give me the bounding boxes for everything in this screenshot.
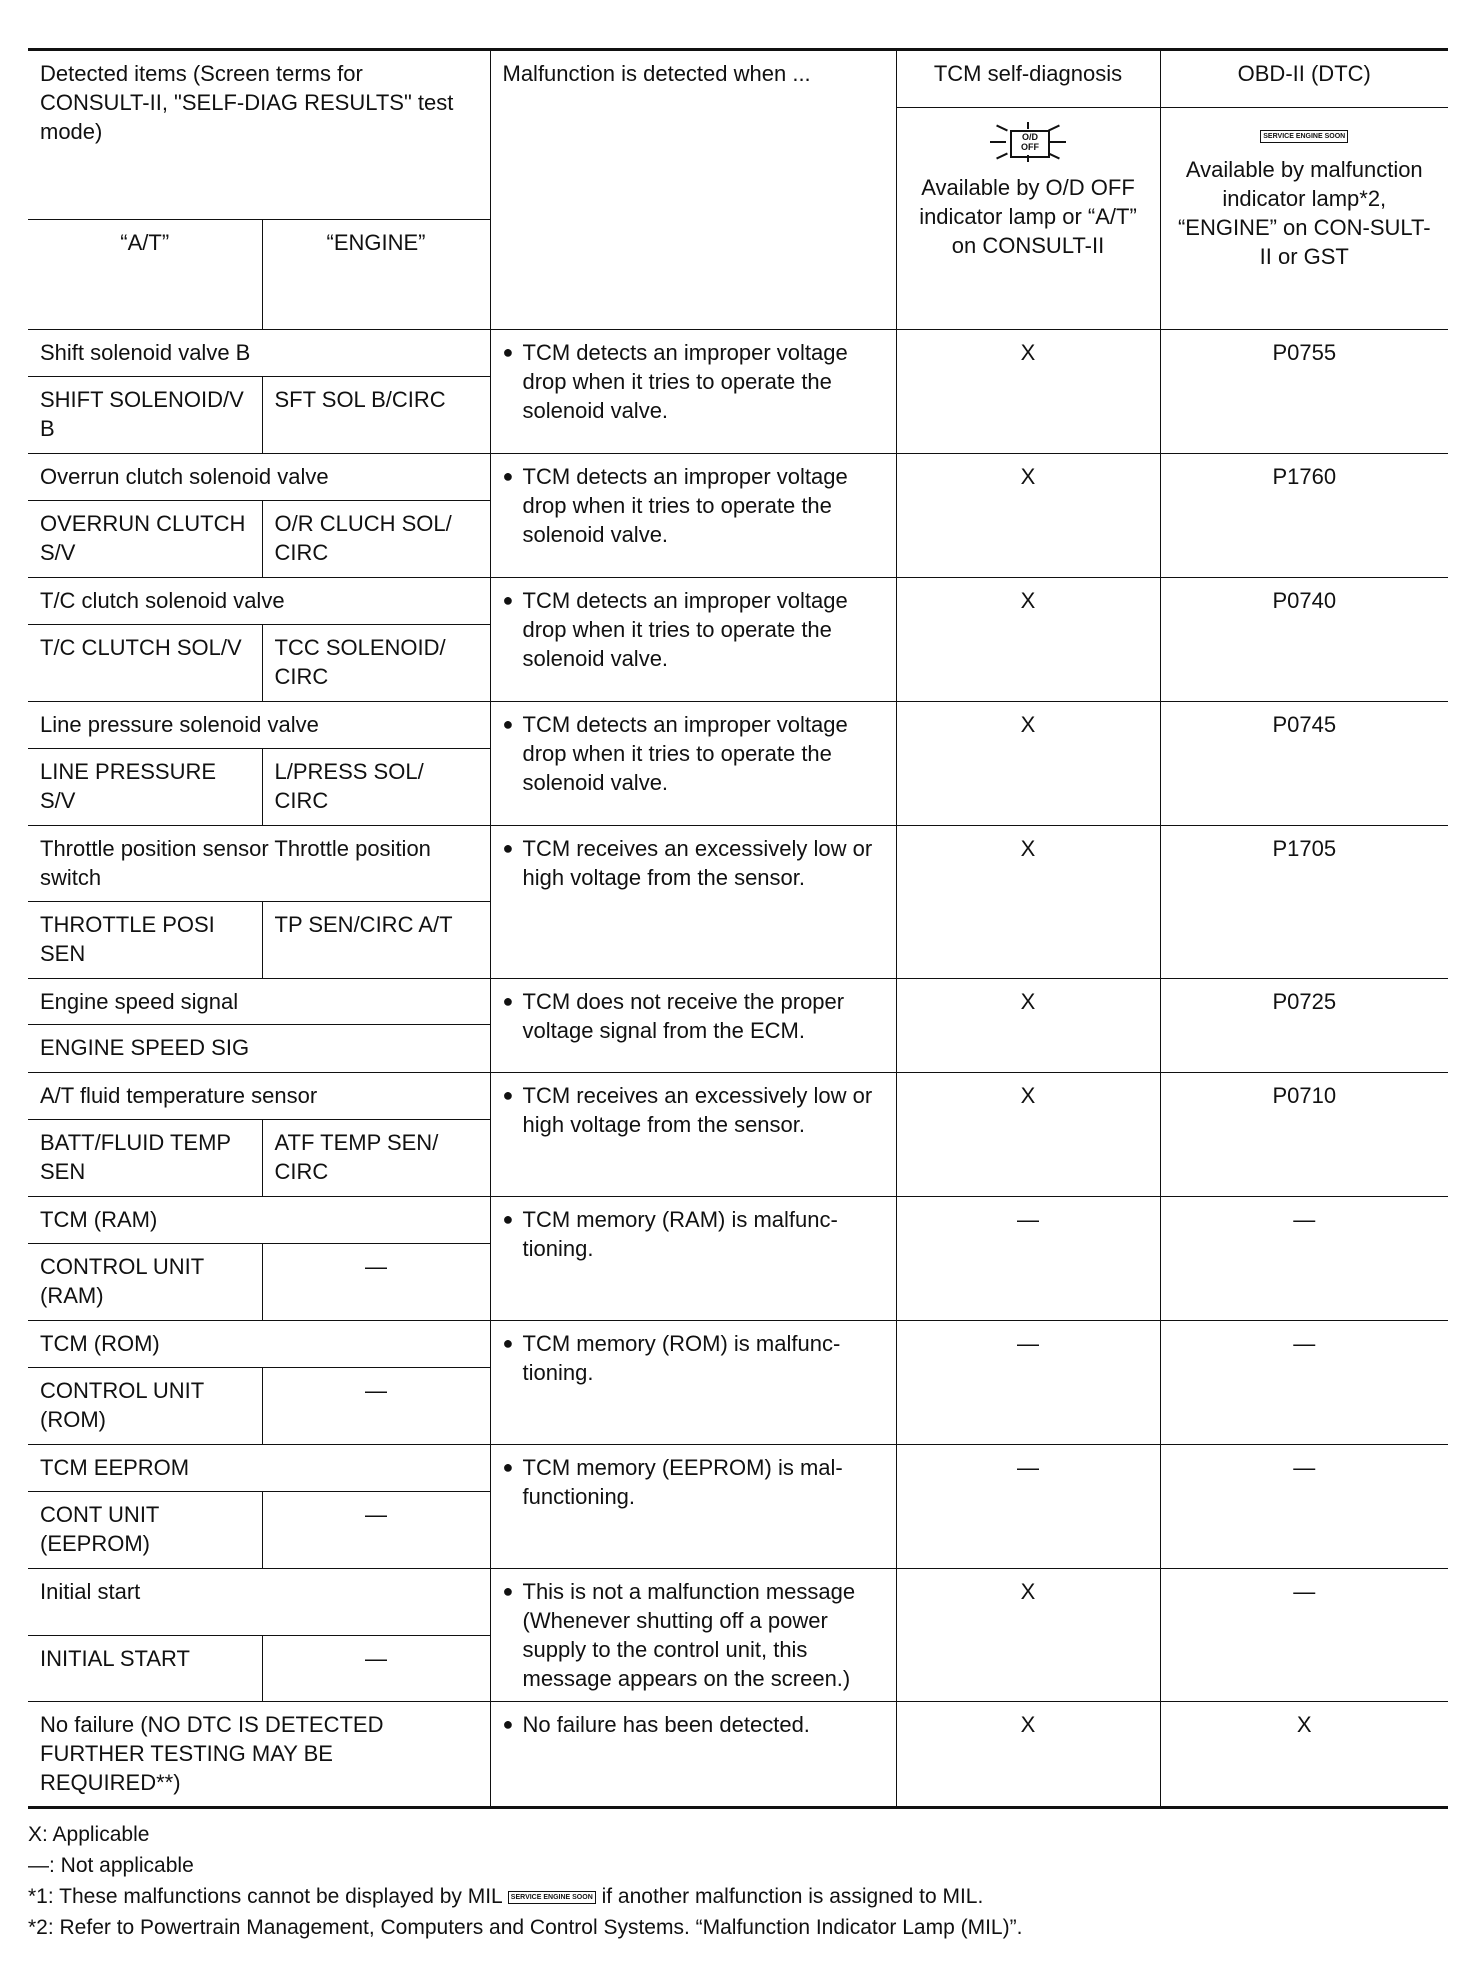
tcm-availability-text: Available by O/D OFF indicator lamp or “A/T” on CONSULT-II [919, 175, 1137, 258]
row-tcm: X [896, 1569, 1160, 1702]
row-engine: SFT SOL B/CIRC [262, 377, 490, 454]
row-malfunction: ● TCM detects an improper voltage drop when it tries to operate the solenoid valve. [490, 330, 896, 454]
note-1: *1: These malfunctions cannot be displayed by MIL SERVICE ENGINE SOON if another malfunction is assigned to MIL. [28, 1885, 984, 1908]
table-row [28, 979, 1448, 1025]
header-malfunction: Malfunction is detected when ... [490, 50, 896, 330]
row-tcm: X [896, 330, 1160, 454]
row-obd: P0755 [1160, 330, 1448, 454]
row-engine: — [262, 1492, 490, 1569]
row-tcm: — [896, 1321, 1160, 1445]
row-obd: P1705 [1160, 826, 1448, 979]
dtc-table-wrapper [28, 48, 1448, 1943]
row-item: TCM EEPROM [28, 1445, 490, 1492]
row-tcm: X [896, 1702, 1160, 1808]
table-row [28, 1445, 1448, 1492]
row-item: Engine speed signal [28, 979, 490, 1025]
row-at: OVERRUN CLUTCH S/V [28, 501, 262, 578]
row-obd: P1760 [1160, 454, 1448, 578]
row-item: TCM (ROM) [28, 1321, 490, 1368]
dtc-table [28, 48, 1448, 1809]
table-row [28, 454, 1448, 501]
row-obd: — [1160, 1569, 1448, 1702]
row-malfunction: ● TCM memory (ROM) is malfunc-tioning. [490, 1321, 896, 1445]
row-malfunction: ● TCM receives an excessively low or high voltage from the sensor. [490, 826, 896, 979]
row-item: Throttle position sensor Throttle position switch [28, 826, 490, 902]
row-tcm: X [896, 826, 1160, 979]
row-tcm: X [896, 578, 1160, 702]
table-row [28, 1073, 1448, 1120]
row-tcm: X [896, 702, 1160, 826]
row-engine: — [262, 1244, 490, 1321]
row-tcm: — [896, 1445, 1160, 1569]
service-engine-soon-lamp-icon: SERVICE ENGINE SOON [508, 1891, 596, 1904]
row-tcm: X [896, 979, 1160, 1073]
od-off-lamp-icon: O/D OFF [986, 122, 1070, 162]
row-tcm: X [896, 454, 1160, 578]
table-row [28, 1321, 1448, 1368]
row-at: THROTTLE POSI SEN [28, 902, 262, 979]
table-row [28, 1569, 1448, 1636]
row-at: T/C CLUTCH SOL/V [28, 625, 262, 702]
row-malfunction: ● No failure has been detected. [490, 1702, 896, 1808]
row-tcm: X [896, 1073, 1160, 1197]
header-tcm-availability [896, 108, 1160, 330]
row-item: Initial start [28, 1569, 490, 1636]
row-item: Overrun clutch solenoid valve [28, 454, 490, 501]
header-detected-items: Detected items (Screen terms for CONSULT-II, "SELF-DIAG RESULTS" test mode) [28, 50, 490, 220]
row-obd: X [1160, 1702, 1448, 1808]
table-row [28, 578, 1448, 625]
row-at: LINE PRESSURE S/V [28, 749, 262, 826]
row-tcm: — [896, 1197, 1160, 1321]
row-engine: L/PRESS SOL/ CIRC [262, 749, 490, 826]
note-2: *2: Refer to Powertrain Management, Computers and Control Systems. “Malfunction Indicator Lamp (MIL)”. [28, 1916, 1023, 1939]
row-item: T/C clutch solenoid valve [28, 578, 490, 625]
row-obd: — [1160, 1197, 1448, 1321]
row-engine: ATF TEMP SEN/ CIRC [262, 1120, 490, 1197]
header-engine: “ENGINE” [262, 220, 490, 330]
row-malfunction: ● TCM does not receive the proper voltage signal from the ECM. [490, 979, 896, 1073]
row-at: BATT/FLUID TEMP SEN [28, 1120, 262, 1197]
header-obd-availability [1160, 108, 1448, 330]
header-tcm-self-diagnosis: TCM self-diagnosis [896, 50, 1160, 108]
row-obd: P0745 [1160, 702, 1448, 826]
row-obd: — [1160, 1445, 1448, 1569]
note-not-applicable: —: Not applicable [28, 1854, 194, 1877]
row-at: CONTROL UNIT (RAM) [28, 1244, 262, 1321]
table-row [28, 702, 1448, 749]
obd-availability-text: Available by malfunction indicator lamp*2, “ENGINE” on CON-SULT-II or GST [1177, 157, 1431, 269]
row-at: SHIFT SOLENOID/V B [28, 377, 262, 454]
row-engine: TCC SOLENOID/ CIRC [262, 625, 490, 702]
header-obd: OBD-II (DTC) [1160, 50, 1448, 108]
row-obd: P0710 [1160, 1073, 1448, 1197]
row-at: CONTROL UNIT (ROM) [28, 1368, 262, 1445]
table-notes [28, 1819, 1448, 1943]
table-row [28, 1702, 1448, 1808]
row-malfunction: ● TCM memory (EEPROM) is mal-functioning. [490, 1445, 896, 1569]
row-malfunction: ● This is not a malfunction message (Whenever shutting off a power supply to the control unit, this message appears on the screen.) [490, 1569, 896, 1702]
row-item: No failure (NO DTC IS DETECTED FURTHER TESTING MAY BE REQUIRED**) [28, 1702, 490, 1808]
table-row [28, 330, 1448, 377]
row-at: ENGINE SPEED SIG [28, 1025, 490, 1073]
row-malfunction: ● TCM detects an improper voltage drop when it tries to operate the solenoid valve. [490, 702, 896, 826]
table-row [28, 1197, 1448, 1244]
row-malfunction: ● TCM memory (RAM) is malfunc-tioning. [490, 1197, 896, 1321]
row-item: TCM (RAM) [28, 1197, 490, 1244]
header-at: “A/T” [28, 220, 262, 330]
table-row [28, 826, 1448, 902]
note-applicable: X: Applicable [28, 1823, 150, 1846]
row-item: Shift solenoid valve B [28, 330, 490, 377]
row-malfunction: ● TCM detects an improper voltage drop when it tries to operate the solenoid valve. [490, 578, 896, 702]
row-engine: TP SEN/CIRC A/T [262, 902, 490, 979]
row-item: Line pressure solenoid valve [28, 702, 490, 749]
row-item: A/T fluid temperature sensor [28, 1073, 490, 1120]
row-obd: P0725 [1160, 979, 1448, 1073]
row-engine: — [262, 1635, 490, 1702]
row-engine: — [262, 1368, 490, 1445]
row-obd: P0740 [1160, 578, 1448, 702]
row-malfunction: ● TCM detects an improper voltage drop when it tries to operate the solenoid valve. [490, 454, 896, 578]
row-obd: — [1160, 1321, 1448, 1445]
service-engine-soon-lamp-icon: SERVICE ENGINE SOON [1260, 130, 1348, 143]
row-at: CONT UNIT (EEPROM) [28, 1492, 262, 1569]
row-engine: O/R CLUCH SOL/ CIRC [262, 501, 490, 578]
row-at: INITIAL START [28, 1635, 262, 1702]
row-malfunction: ● TCM receives an excessively low or high voltage from the sensor. [490, 1073, 896, 1197]
